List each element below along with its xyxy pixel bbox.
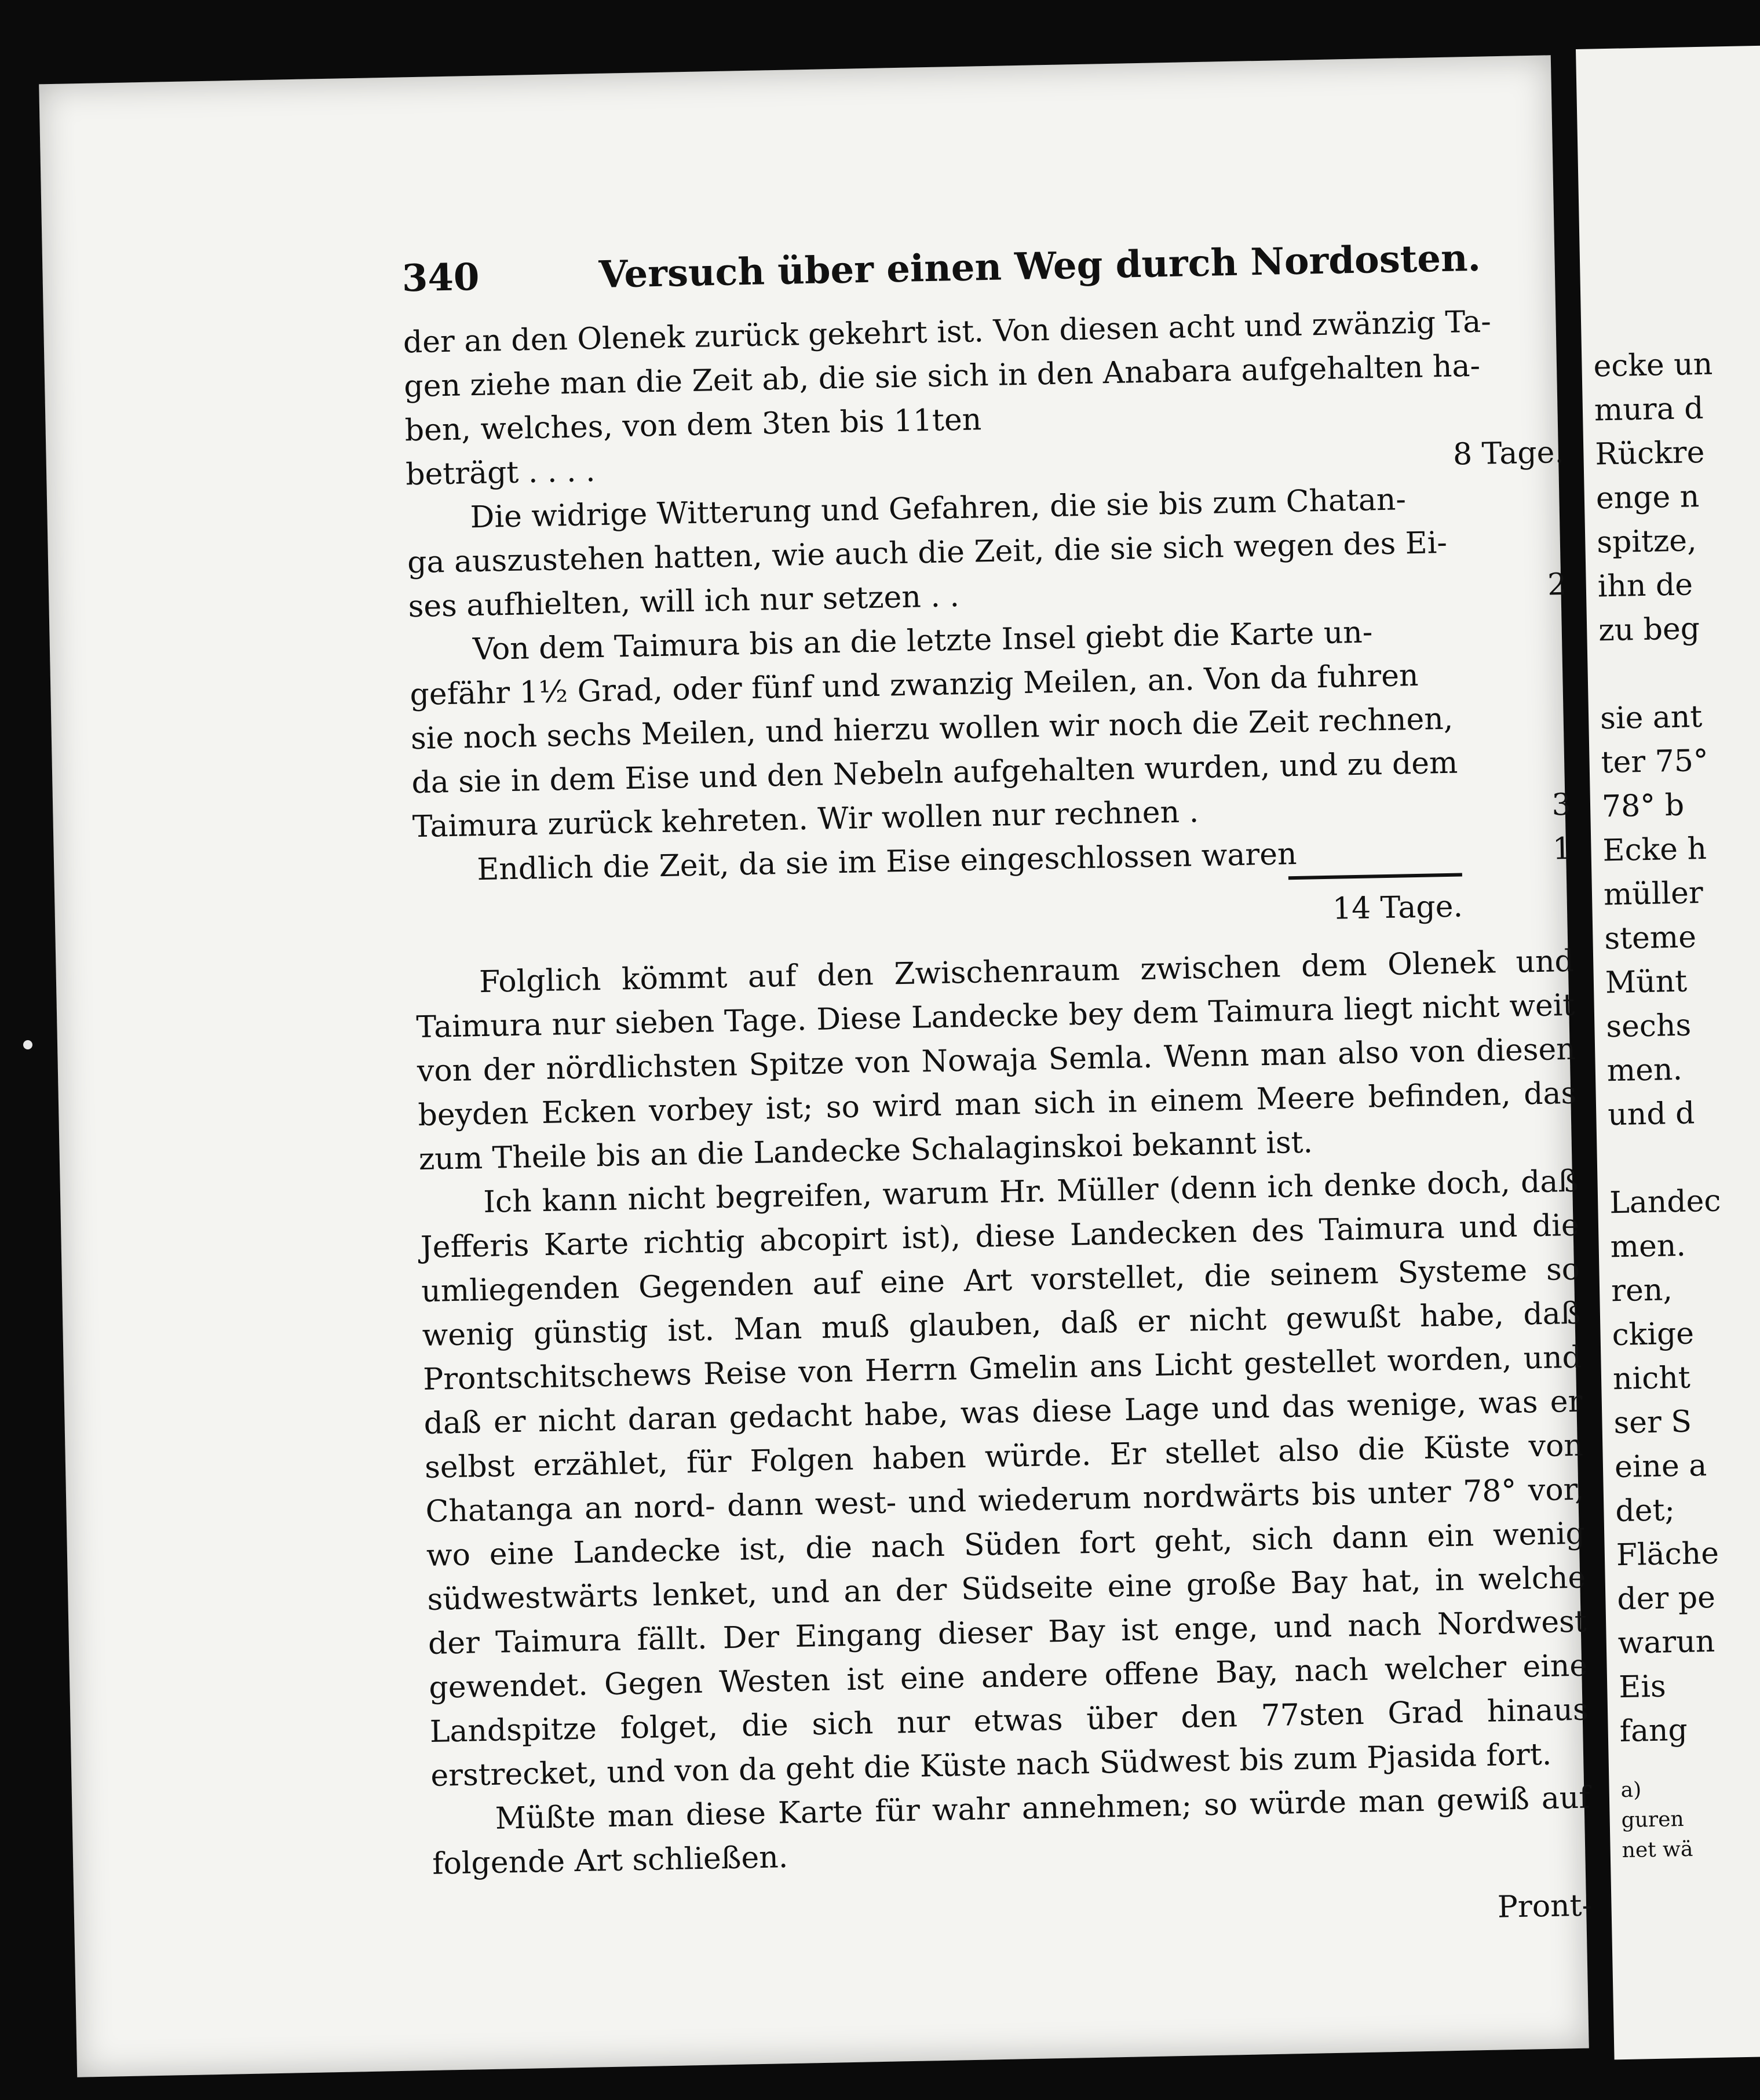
table-row-text: Taimura zurück kehreten. Wir wollen nur rechnen . [412,794,1199,845]
right-page-line: steme [1604,920,1697,957]
table-row-text: ga auszustehen hatten, wie auch die Zeit, die sie sich wegen des Ei- [407,525,1448,581]
catchword: Pront- [1497,1888,1593,1925]
table-row-text: da sie in dem Eise und den Nebeln aufgehalten wurden, und zu dem [411,745,1458,801]
table-row-text: Die widrige Witterung und Gefahren, die sie bis zum Chatan- [470,482,1407,535]
right-page-line: warun [1617,1624,1715,1661]
table-row-value: 1 [1552,831,1572,867]
table-row-text: gefähr 1½ Grad, oder fünf und zwanzig Meilen, an. Von da fuhren [409,658,1419,713]
table-row-value: 2 [1547,567,1567,603]
right-page-line: 78° b [1601,788,1685,825]
table-row-text: beträgt . . . . [405,454,596,493]
right-page-line: müller [1603,876,1704,913]
page-number: 340 [401,255,480,301]
right-page-footnote-line: net wä [1622,1837,1693,1863]
right-page-line: men. [1610,1228,1686,1265]
right-page-line: ecke un [1593,347,1713,384]
right-page-line: eine a [1614,1448,1707,1485]
right-page-line: der pe [1616,1580,1716,1617]
left-page [39,55,1593,2077]
table-row-value: 8 Tage. [1452,435,1565,472]
right-page-line: Münt [1605,964,1688,1001]
table-row-text: sie noch sechs Meilen, und hierzu wollen wir noch die Zeit rechnen, [410,701,1454,757]
body-text [403,298,1593,1950]
sum-row [414,883,1573,949]
paragraph-3: Müßte man diese Karte für wahr annehmen; so würde man gewiß auf folgende Art schließen. [432,1780,1591,1882]
right-page-line: ser S [1613,1404,1692,1441]
right-page-line: Fläche [1616,1536,1719,1573]
right-page-line: ckige [1612,1316,1695,1353]
table-row-text: Von dem Taimura bis an die letzte Insel giebt die Karte un- [472,615,1373,668]
right-page-line: und d [1607,1096,1695,1133]
right-page-line: det; [1615,1493,1675,1529]
right-page-line: nicht [1612,1360,1691,1397]
right-page-line: mura d [1594,391,1704,428]
right-page-line: sechs [1605,1008,1692,1045]
right-page-line: Ecke h [1602,831,1707,869]
paragraph-2: Ich kann nicht begreifen, warum Hr. Müller (denn ich denke doch, daß Jefferis Karte richtig abcopirt ist), diese Landecken des Taimura und die umliegenden Gegenden auf eine Art vorstellet, die seinem Systeme so wenig günstig ist. Man muß glauben, daß er nicht gewußt habe, daß Prontschitschews Reise von Herrn Gmelin ans Licht gestellet worden, und daß er nicht daran gedacht habe, was diese Lage und das wenige, was er selbst erzählet, für Folgen haben würde. Er stellet also die Küste von Chatanga an nord- dann west- und wiederum nordwärts bis unter 78° vor, wo eine Landecke ist, die nach Süden fort geht, sich dann ein wenig südwestwärts lenket, und an der Südseite eine große Bay hat, in welche der Taimura fällt. Der Eingang dieser Bay ist enge, und nach Nordwest gewendet. Gegen Westen ist eine andere offene Bay, nach welcher eine Landspitze folget, die sich nur etwas über den 77sten Grad hinaus erstrecket, und von da geht die Küste nach Südwest bis zum Pjasida fort. [420,1164,1589,1793]
right-page-line: spitze, [1596,523,1697,560]
right-page-line: zu beg [1598,611,1700,648]
right-page-line: Landec [1609,1183,1721,1221]
right-page-fragment [1576,46,1760,2060]
right-page-line: Eis [1618,1669,1667,1705]
right-page-line: ren, [1611,1273,1673,1309]
right-page-line: sie ant [1600,699,1703,737]
running-title: Versuch über einen Weg durch Nordosten. [598,236,1481,297]
table-row-text: gen ziehe man die Zeit ab, die sie sich in den Anabara aufgehalten ha- [403,348,1481,404]
right-page-footnote-line: guren [1621,1807,1685,1833]
table-row-value: 3 [1551,787,1572,823]
right-page-line: ihn de [1597,567,1693,604]
right-page-line: fang [1619,1712,1688,1749]
page-header [401,235,1538,309]
table-row-text: der an den Olenek zurück gekehrt ist. Von diesen acht und zwänzig Ta- [403,304,1492,360]
itemized-table [403,298,1572,893]
right-page-line: enge n [1595,479,1700,516]
right-page-line: Rückre [1594,435,1705,472]
right-page-line: men. [1606,1052,1683,1089]
table-row-text: Endlich die Zeit, da sie im Eise eingeschlossen waren [476,836,1298,888]
right-page-footnote-line: a) [1620,1778,1642,1803]
right-page-line: ter 75° [1601,743,1709,781]
table-total: 14 Tage. [1332,889,1463,927]
table-row-text: ses aufhielten, will ich nur setzen . . [408,579,960,625]
table-row-text: ben, welches, von dem 3ten bis 11ten [404,402,982,449]
paragraph-1: Folglich kömmt auf den Zwischenraum zwischen dem Olenek und Taimura nur sieben Tage. Diese Landecke bey dem Taimura liegt nicht weit von der nördlichsten Spitze von Nowaja Semla. Wenn man also von diesen beyden Ecken vorbey ist; so wird man sich in einem Meere befinden, das zum Theile bis an die Landecke Schalaginskoi bekannt ist. [416,943,1577,1177]
scan-speck [23,1040,32,1049]
